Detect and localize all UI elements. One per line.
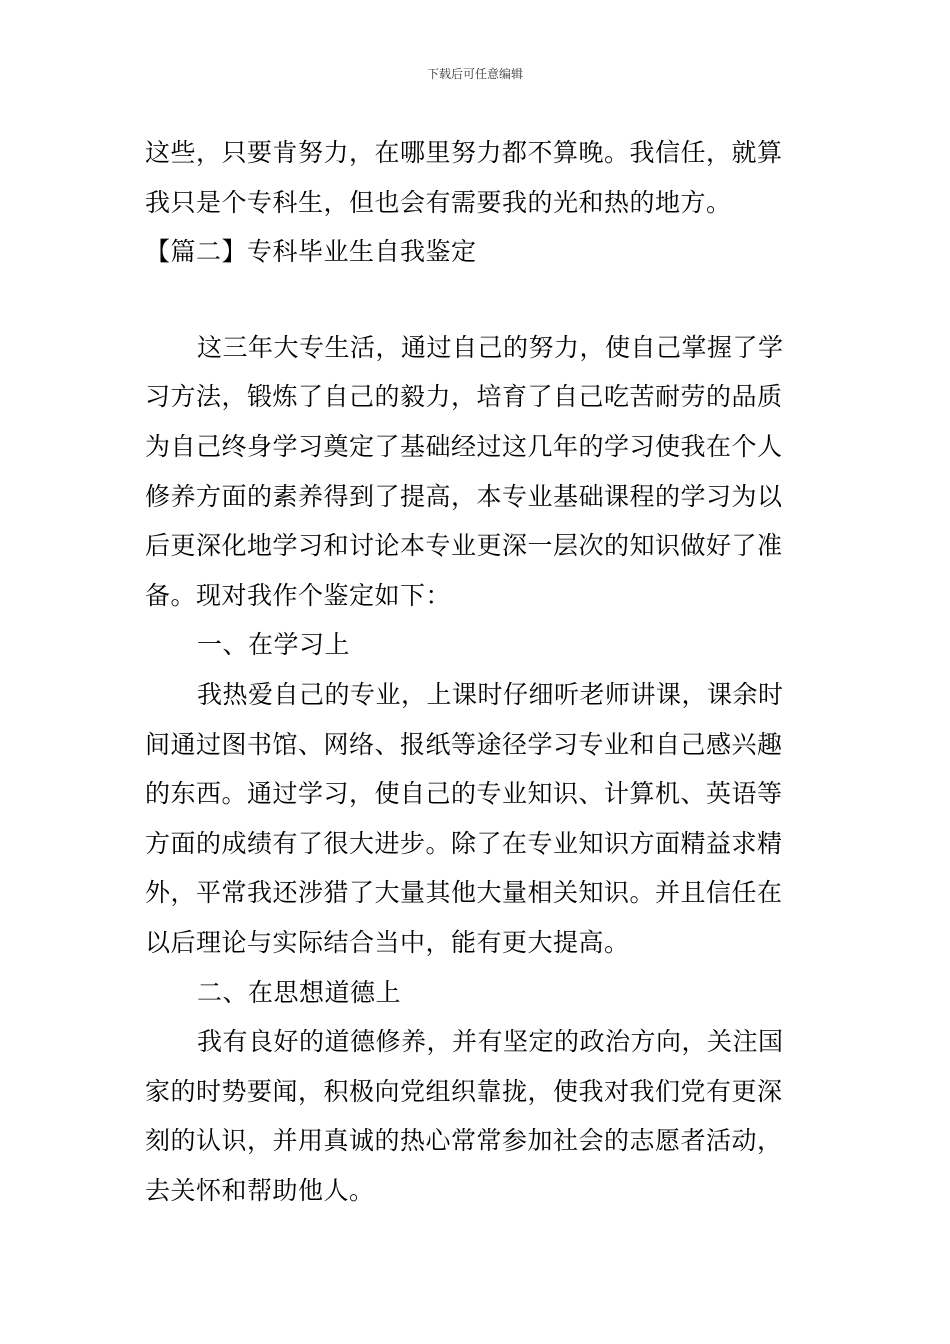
paragraph-line: 我只是个专科生，但也会有需要我的光和热的地方。 bbox=[145, 187, 732, 217]
paragraph-line: 间通过图书馆、网络、报纸等途径学习专业和自己感兴趣 bbox=[145, 729, 783, 759]
header-note: 下载后可任意编辑 bbox=[426, 67, 523, 81]
paragraph-line: 家的时势要闻，积极向党组织靠拢，使我对我们党有更深 bbox=[145, 1076, 783, 1106]
paragraph-line: 外，平常我还涉猎了大量其他大量相关知识。并且信任在 bbox=[145, 878, 783, 908]
subsection-heading: 二、在思想道德上 bbox=[197, 977, 402, 1007]
paragraph-line: 为自己终身学习奠定了基础经过这几年的学习使我在个人 bbox=[145, 431, 783, 461]
paragraph-line: 我有良好的道德修养，并有坚定的政治方向，关注国 bbox=[197, 1027, 784, 1057]
subsection-heading: 一、在学习上 bbox=[197, 630, 351, 660]
paragraph-line: 这些，只要肯努力，在哪里努力都不算晚。我信任，就算 bbox=[145, 138, 783, 167]
paragraph-line: 习方法，锻炼了自己的毅力，培育了自己吃苦耐劳的品质 bbox=[145, 382, 783, 412]
paragraph-line: 的东西。通过学习，使自己的专业知识、计算机、英语等 bbox=[145, 779, 783, 809]
document-body bbox=[145, 128, 810, 1215]
section-heading: 【篇二】专科毕业生自我鉴定 bbox=[145, 237, 477, 267]
paragraph-line: 以后理论与实际结合当中，能有更大提高。 bbox=[145, 927, 630, 957]
paragraph-line: 修养方面的素养得到了提高，本专业基础课程的学习为以 bbox=[145, 481, 783, 511]
spacer bbox=[145, 277, 810, 323]
paragraph-line: 去关怀和帮助他人。 bbox=[145, 1175, 375, 1205]
paragraph-line: 我热爱自己的专业，上课时仔细听老师讲课，课余时 bbox=[197, 679, 784, 709]
paragraph-line: 方面的成绩有了很大进步。除了在专业知识方面精益求精 bbox=[145, 828, 783, 858]
paragraph-line: 刻的认识，并用真诚的热心常常参加社会的志愿者活动， bbox=[145, 1126, 783, 1156]
paragraph-line: 备。现对我作个鉴定如下： bbox=[145, 580, 452, 610]
paragraph-line: 后更深化地学习和讨论本专业更深一层次的知识做好了准 bbox=[145, 531, 783, 561]
paragraph-line: 这三年大专生活，通过自己的努力，使自己掌握了学 bbox=[197, 332, 784, 362]
